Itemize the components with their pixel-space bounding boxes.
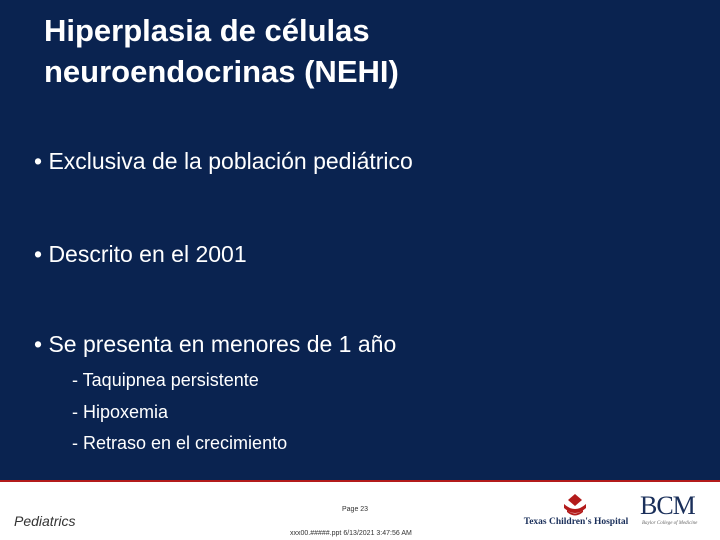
tch-hands-icon <box>560 492 590 518</box>
texas-childrens-hospital-logo <box>520 492 632 532</box>
bcm-logo-subtext: Baylor College of Medicine <box>642 521 698 526</box>
bullet-item: • Exclusiva de la población pediátrico <box>34 148 413 174</box>
slide-title <box>44 10 684 92</box>
footer-department: Pediatrics <box>14 513 76 529</box>
bcm-logo <box>640 492 712 532</box>
slide-title-line-1: Hiperplasia de células <box>44 13 370 48</box>
sub-bullet-item: - Hipoxemia <box>72 402 169 422</box>
sub-bullet-item: - Taquipnea persistente <box>72 370 259 390</box>
bcm-logo-mark: BCM <box>640 491 695 520</box>
bullet-item: • Descrito en el 2001 <box>34 241 247 267</box>
bullet-item: • Se presenta en menores de 1 año <box>34 331 397 357</box>
footer-file-info: xxx00.#####.ppt 6/13/2021 3:47:56 AM <box>290 530 412 537</box>
tch-logo-text: Texas Children's Hospital <box>523 517 629 527</box>
sub-bullet-item: - Retraso en el crecimiento <box>72 433 288 453</box>
slide-title-line-2: neuroendocrinas (NEHI) <box>44 54 399 89</box>
footer-page-number: Page 23 <box>342 506 369 513</box>
footer-divider <box>0 480 720 482</box>
